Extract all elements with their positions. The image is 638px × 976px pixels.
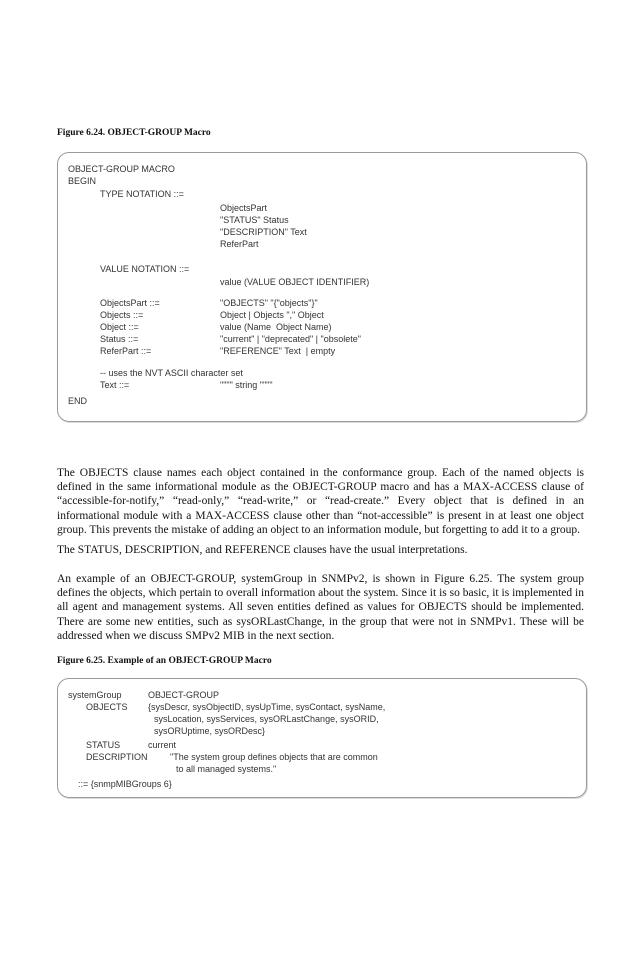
code-definition-value: Object | Objects "," Object <box>220 310 324 320</box>
code-keyword: STATUS <box>86 740 121 750</box>
code-line: END <box>68 396 88 406</box>
code-comment: -- uses the NVT ASCII character set <box>100 368 243 378</box>
code-line: systemGroup <box>68 690 122 700</box>
code-value: to all managed systems." <box>176 764 277 774</box>
code-definition-name: Status ::= <box>100 334 139 344</box>
code-line: value (VALUE OBJECT IDENTIFIER) <box>220 277 370 287</box>
body-paragraph: The OBJECTS clause names each object contained in the conformance group. Each of the named objects is defined in the same informational module as the OBJECT-GROUP macro and has a MAX-ACCESS clause of “accessible-for-notify,” “read-only,” “read-write,” or “read-create.” Every object that is defined in an informational module with a MAX-ACCESS clause other than “not-accessible” is present in at least one object group. This prevents the mistake of adding an object to an information module, but forgetting to add it to a group. <box>57 467 584 536</box>
code-value: sysLocation, sysServices, sysORLastChange, sysORID, <box>154 714 379 724</box>
code-definition-name: Object ::= <box>100 322 139 332</box>
body-paragraph: An example of an OBJECT-GROUP, systemGroup in SNMPv2, is shown in Figure 6.25. The system group defines the objects, which pertain to overall information about the system. Since it is so basic, it is implemented in all agent and management systems. All seven entities defined as values for OBJECTS should be implemented. There are some new entities, such as sysORLastChange, in the group that were not in SNMPv1. These will be addressed when we discuss SMPv2 MIB in the next section. <box>57 573 584 642</box>
code-line: ObjectsPart <box>220 203 268 213</box>
code-definition-value: value (Name Object Name) <box>220 322 332 332</box>
code-line: VALUE NOTATION ::= <box>100 264 190 274</box>
figure-caption: Figure 6.25. Example of an OBJECT-GROUP Macro <box>57 656 272 666</box>
code-value: "The system group defines objects that are common <box>170 752 378 762</box>
code-line: OBJECT-GROUP MACRO <box>68 164 175 174</box>
code-definition-value: """" string """" <box>220 380 273 390</box>
code-definition-value: "OBJECTS" "{"objects"}" <box>220 298 318 308</box>
code-box-object-group-macro <box>57 152 587 422</box>
code-keyword: DESCRIPTION <box>86 752 148 762</box>
code-box-object-group-example <box>57 678 587 798</box>
body-paragraph: The STATUS, DESCRIPTION, and REFERENCE clauses have the usual interpretations. <box>57 544 468 556</box>
code-definition-name: ObjectsPart ::= <box>100 298 160 308</box>
code-line: OBJECT-GROUP <box>148 690 220 700</box>
code-definition-name: Text ::= <box>100 380 130 390</box>
code-line: "DESCRIPTION" Text <box>220 227 307 237</box>
code-line: "STATUS" Status <box>220 215 289 225</box>
figure-caption: Figure 6.24. OBJECT-GROUP Macro <box>57 128 211 138</box>
code-line: ::= {snmpMIBGroups 6} <box>78 779 172 789</box>
code-value: sysORUptime, sysORDesc} <box>154 726 266 736</box>
code-keyword: OBJECTS <box>86 702 128 712</box>
code-line: TYPE NOTATION ::= <box>100 189 184 199</box>
code-definition-value: "current" | "deprecated" | "obsolete" <box>220 334 361 344</box>
code-value: current <box>148 740 177 750</box>
code-value: {sysDescr, sysObjectID, sysUpTime, sysContact, sysName, <box>148 702 386 712</box>
code-definition-value: "REFERENCE" Text | empty <box>220 346 336 356</box>
code-definition-name: Objects ::= <box>100 310 144 320</box>
code-definition-name: ReferPart ::= <box>100 346 152 356</box>
code-line: BEGIN <box>68 176 97 186</box>
code-line: ReferPart <box>220 239 259 249</box>
